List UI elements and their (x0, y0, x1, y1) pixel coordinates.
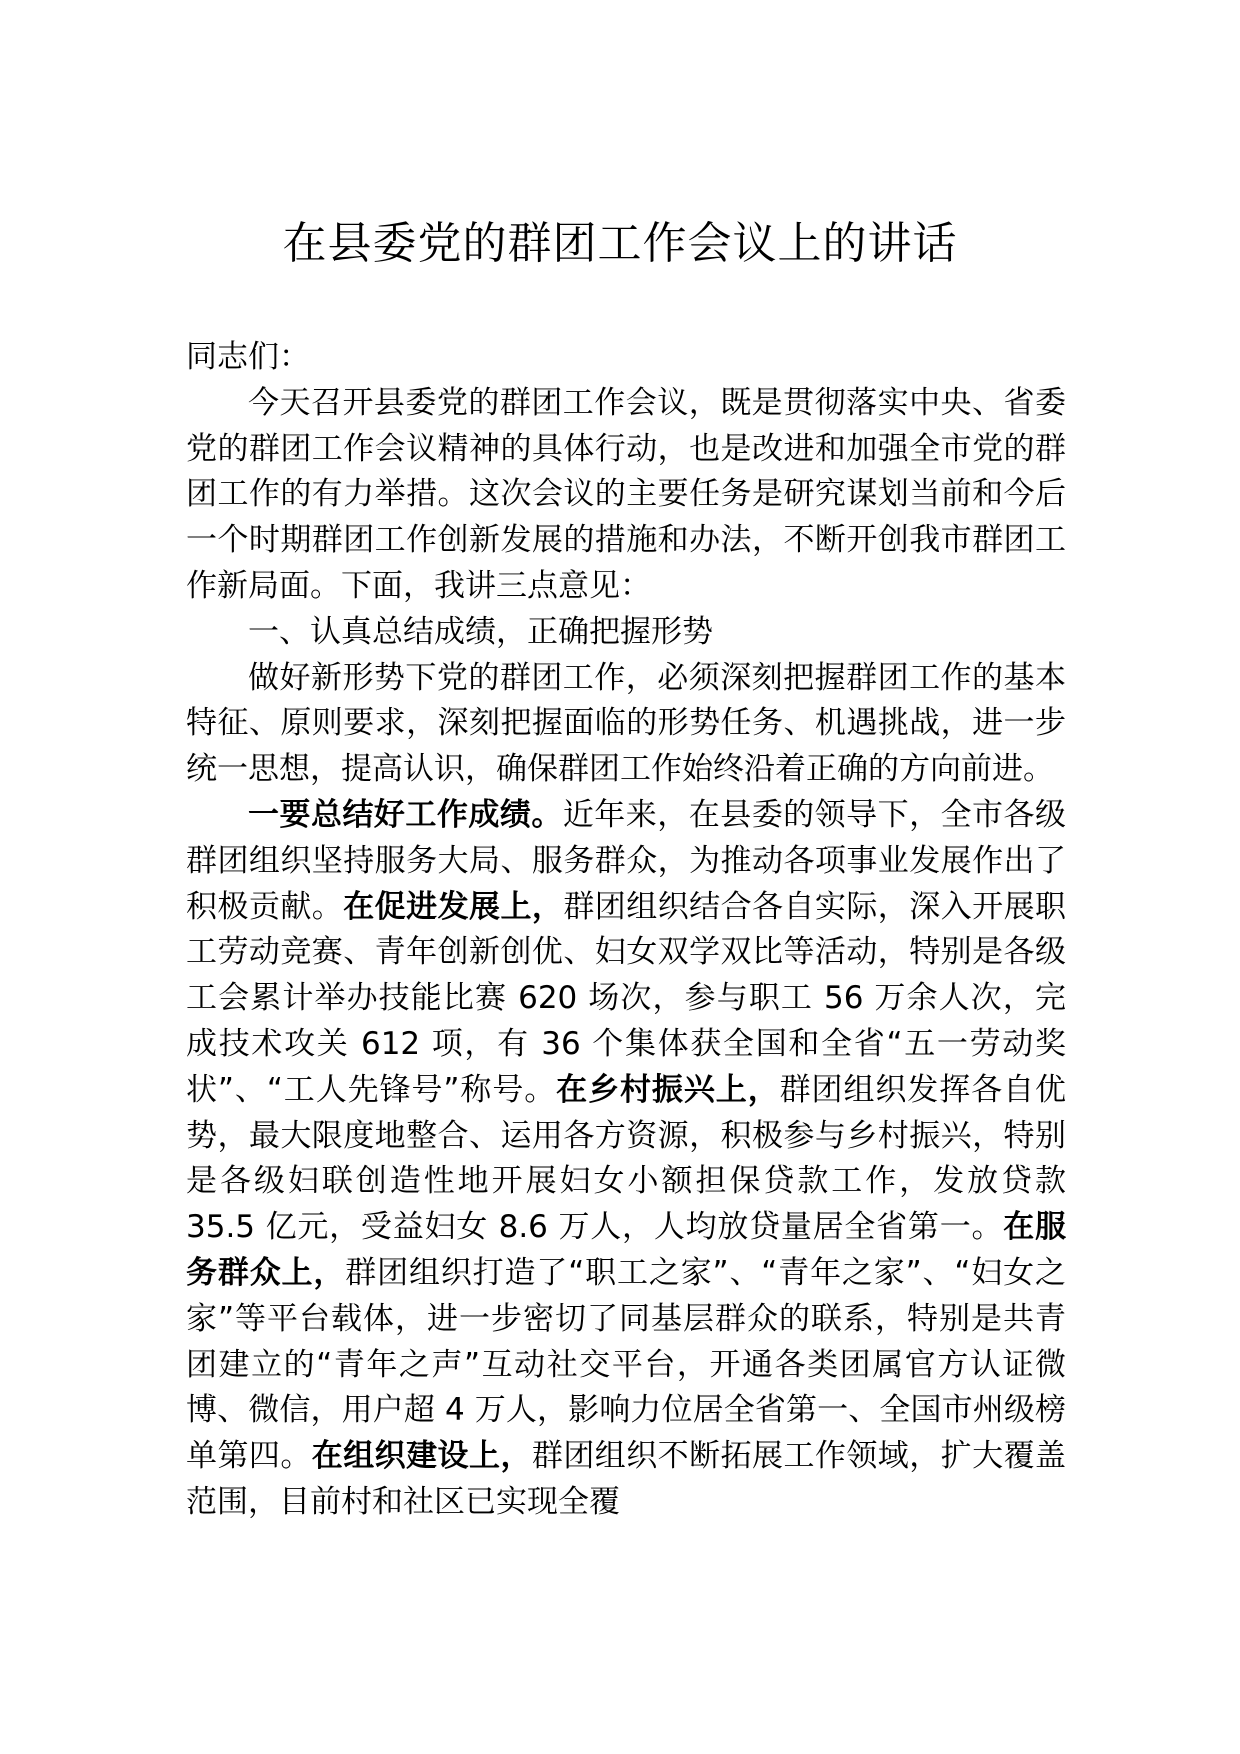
rural-revitalization-text: 群团组织发挥各自优势，最大限度地整合、运用各方资源，积极参与乡村振兴，特别是各级妇联创造性地开展妇女小额担保贷款工作，发放贷款 35.5 亿元，受益妇女 8.6 万人，人均放贷量居全省第一。 (186, 1071, 1066, 1246)
achievements-paragraph (186, 793, 1066, 1526)
intro-paragraph: 今天召开县委党的群团工作会议，既是贯彻落实中央、省委党的群团工作会议精神的具体行动，也是改进和加强全市党的群团工作的有力举措。这次会议的主要任务是研究谋划当前和今后一个时期群团工作创新发展的措施和办法，不断开创我市群团工作新局面。下面，我讲三点意见： (186, 384, 1066, 604)
organization-building-text: 群团组织不断拓展工作领域，扩大覆盖范围，目前村和社区已实现全覆 (186, 1438, 1067, 1520)
point-1-text: 近年来，在县委的领导下，全市各级群团组织坚持服务大局、服务群众，为推动各项事业发展作出了积极贡献。 (186, 796, 1067, 925)
section-1-intro-paragraph: 做好新形势下党的群团工作，必须深刻把握群团工作的基本特征、原则要求，深刻把握面临的形势任务、机遇挑战，进一步统一思想，提高认识，确保群团工作始终沿着正确的方向前进。 (186, 659, 1066, 788)
salutation: 同志们： (186, 339, 310, 375)
rural-revitalization-heading: 在乡村振兴上， (556, 1071, 780, 1108)
development-text: 群团组织结合各自实际，深入开展职工劳动竞赛、青年创新创优、妇女双学双比等活动，特别是各级工会累计举办技能比赛 620 场次，参与职工 56 万余人次，完成技术攻关 612 项，有 36 个集体获全国和全省“五一劳动奖状”、“工人先锋号”称号。 (186, 888, 1067, 1108)
organization-building-heading: 在组织建设上， (311, 1438, 532, 1475)
development-heading: 在促进发展上， (343, 888, 564, 925)
document-body (186, 335, 1066, 1526)
serving-masses-heading: 在服务群众上， (186, 1209, 1066, 1291)
document-title: 在县委党的群团工作会议上的讲话 (282, 218, 958, 269)
serving-masses-text: 群团组织打造了“职工之家”、“青年之家”、“妇女之家”等平台载体，进一步密切了同基层群众的联系，特别是共青团建立的“青年之声”互动社交平台，开通各类团属官方认证微博、微信，用户超 4 万人，影响力位居全省第一、全国市州级榜单第四。 (186, 1254, 1066, 1475)
point-1-heading: 一要总结好工作成绩。 (248, 796, 563, 833)
section-heading-1: 一、认真总结成绩，正确把握形势 (248, 613, 713, 650)
